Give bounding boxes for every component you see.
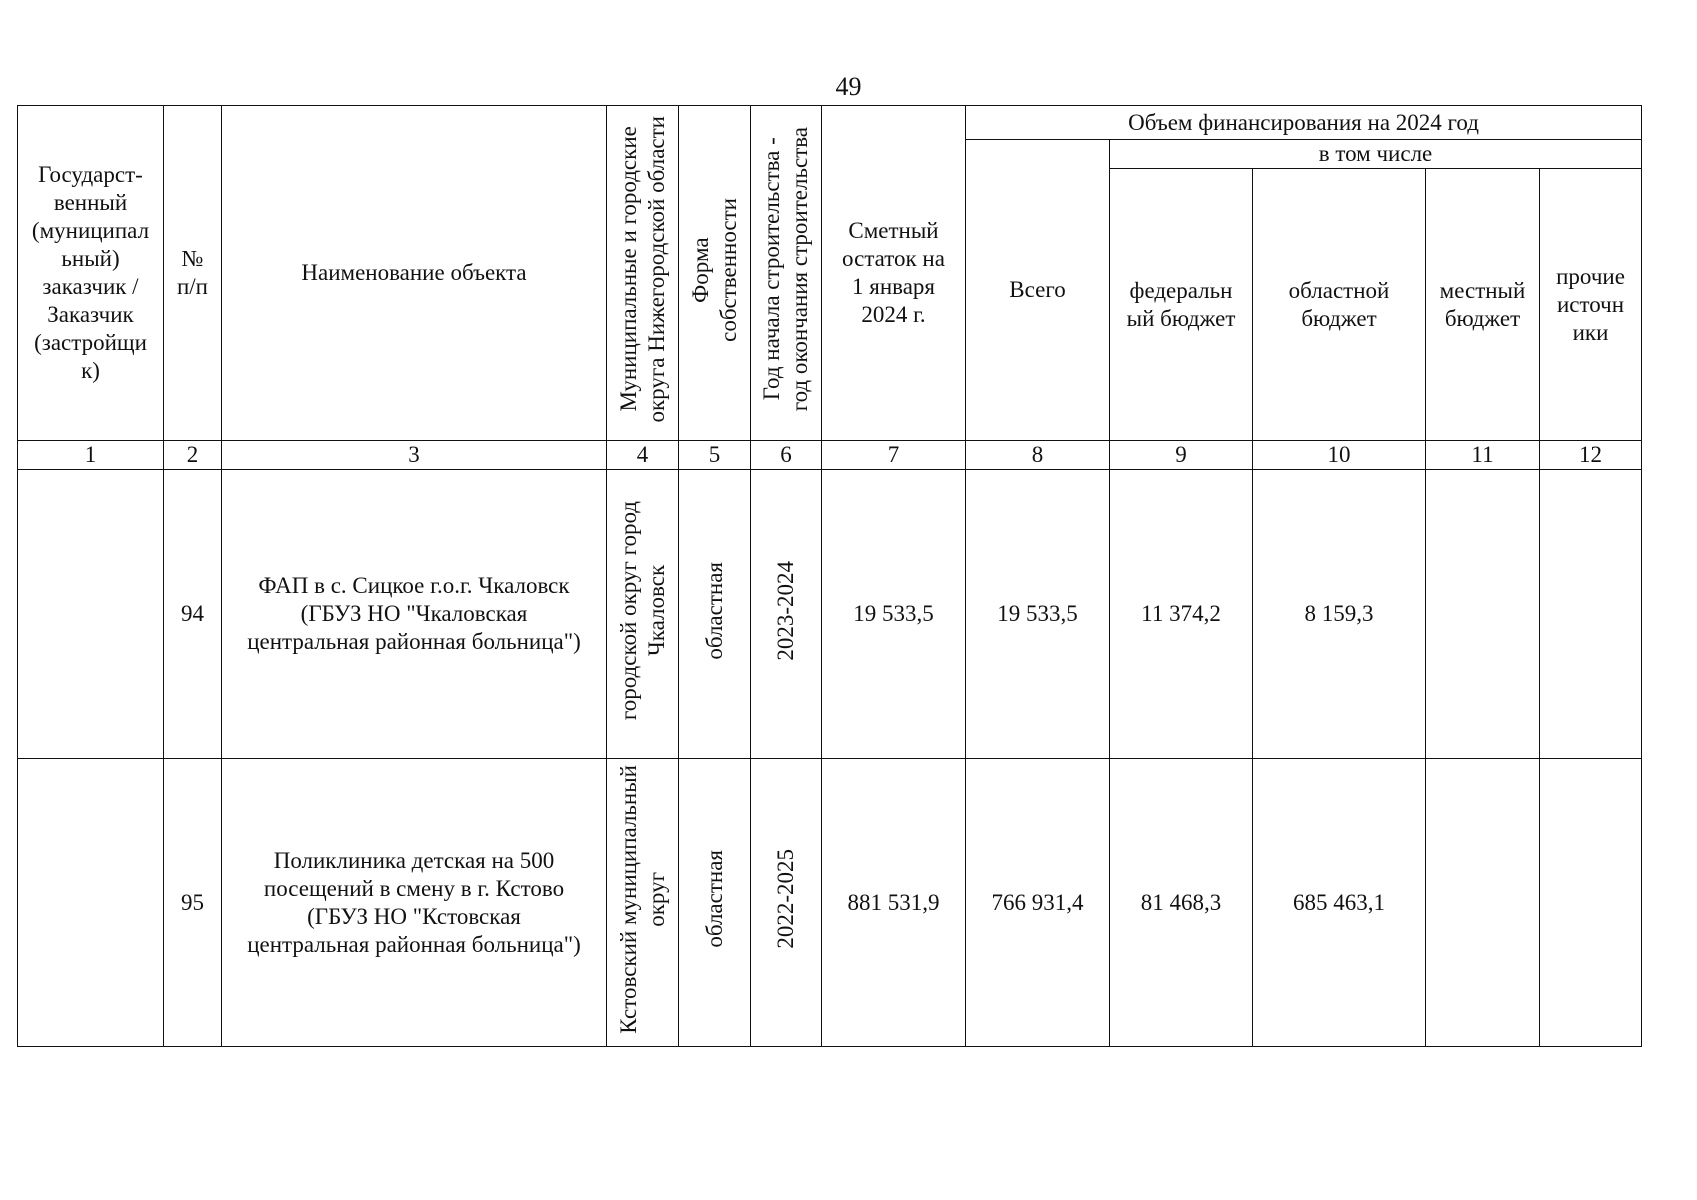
page-number: 49 bbox=[835, 72, 862, 101]
column-number: 11 bbox=[1426, 441, 1540, 470]
header-row-number: № п/п bbox=[164, 106, 222, 441]
cell-estimate-balance: 19 533,5 bbox=[822, 470, 966, 759]
cell-total: 766 931,4 bbox=[966, 759, 1110, 1047]
header-ownership: Форма собственности bbox=[679, 106, 751, 441]
header-customer: Государст- венный (муниципал ьный) заказчик / Заказчик (застройщи к) bbox=[18, 106, 164, 441]
column-number: 9 bbox=[1110, 441, 1253, 470]
cell-ownership: областная bbox=[679, 470, 751, 759]
cell-regional-budget: 8 159,3 bbox=[1253, 470, 1426, 759]
cell-district: Кстовский муниципальный округ bbox=[607, 759, 679, 1047]
table-row bbox=[18, 470, 1642, 759]
column-number: 7 bbox=[822, 441, 966, 470]
header-local-budget: местный бюджет bbox=[1426, 169, 1540, 441]
header-construction-years: Год начала строительства - год окончания строительства bbox=[751, 106, 822, 441]
column-number: 12 bbox=[1540, 441, 1642, 470]
cell-other-sources bbox=[1540, 759, 1642, 1047]
column-number: 6 bbox=[751, 441, 822, 470]
cell-local-budget bbox=[1426, 759, 1540, 1047]
column-number: 4 bbox=[607, 441, 679, 470]
cell-local-budget bbox=[1426, 470, 1540, 759]
header-total: Всего bbox=[966, 140, 1110, 441]
column-number: 10 bbox=[1253, 441, 1426, 470]
column-number: 5 bbox=[679, 441, 751, 470]
cell-construction-years: 2023-2024 bbox=[751, 470, 822, 759]
cell-customer bbox=[18, 759, 164, 1047]
cell-federal-budget: 11 374,2 bbox=[1110, 470, 1253, 759]
cell-object-name: ФАП в с. Сицкое г.о.г. Чкаловск (ГБУЗ НО "Чкаловская центральная районная больница") bbox=[222, 470, 607, 759]
cell-object-name: Поликлиника детская на 500 посещений в смену в г. Кстово (ГБУЗ НО "Кстовская центральная районная больница") bbox=[222, 759, 607, 1047]
header-regional-budget: областной бюджет bbox=[1253, 169, 1426, 441]
cell-total: 19 533,5 bbox=[966, 470, 1110, 759]
header-other-sources: прочие источн ики bbox=[1540, 169, 1642, 441]
cell-ownership: областная bbox=[679, 759, 751, 1047]
column-number: 3 bbox=[222, 441, 607, 470]
cell-customer bbox=[18, 470, 164, 759]
header-including: в том числе bbox=[1110, 140, 1642, 169]
cell-construction-years: 2022-2025 bbox=[751, 759, 822, 1047]
header-estimate-balance: Сметный остаток на 1 января 2024 г. bbox=[822, 106, 966, 441]
cell-row-number: 94 bbox=[164, 470, 222, 759]
header-district: Муниципальные и городские округа Нижегородской области bbox=[607, 106, 679, 441]
funding-table bbox=[17, 105, 1642, 1047]
cell-estimate-balance: 881 531,9 bbox=[822, 759, 966, 1047]
header-federal-budget: федеральн ый бюджет bbox=[1110, 169, 1253, 441]
cell-row-number: 95 bbox=[164, 759, 222, 1047]
cell-regional-budget: 685 463,1 bbox=[1253, 759, 1426, 1047]
cell-district: городской округ город Чкаловск bbox=[607, 470, 679, 759]
header-object-name: Наименование объекта bbox=[222, 106, 607, 441]
column-number: 2 bbox=[164, 441, 222, 470]
header-funding-group: Объем финансирования на 2024 год bbox=[966, 106, 1642, 140]
cell-federal-budget: 81 468,3 bbox=[1110, 759, 1253, 1047]
cell-other-sources bbox=[1540, 470, 1642, 759]
table-row bbox=[18, 759, 1642, 1047]
column-number: 8 bbox=[966, 441, 1110, 470]
column-number: 1 bbox=[18, 441, 164, 470]
